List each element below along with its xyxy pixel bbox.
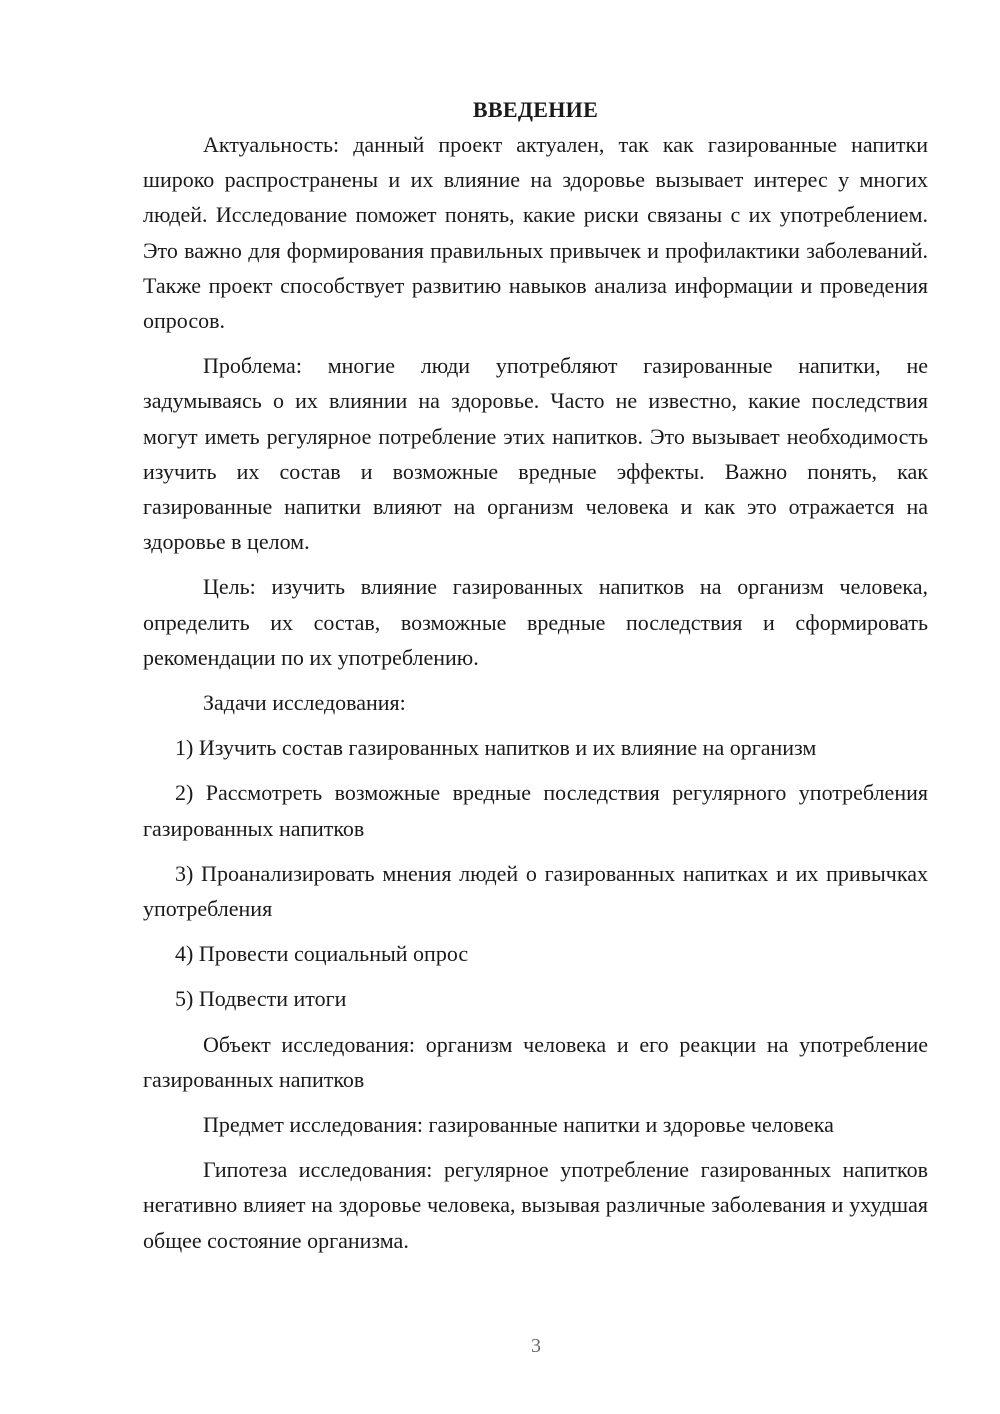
task-item-3: 3) Проанализировать мнения людей о газированных напитках и их привычках употребления xyxy=(143,860,928,922)
object-paragraph: Объект исследования: организм человека и его реакции на употребление газированных напитков xyxy=(143,1031,928,1092)
problem-paragraph: Проблема: многие люди употребляют газированные напитки, не задумываясь о их влиянии на здоровье. Часто не известно, какие последствия могут иметь регулярное потребление этих напитков. Это вызывает необходимость изучить их состав и возможные вредные эффекты. Важно понять, как газированные напитки влияют на организм человека и как это отражается на здоровье в целом. xyxy=(143,353,928,555)
document-page xyxy=(143,92,928,1258)
subject-paragraph: Предмет исследования: газированные напитки и здоровье человека xyxy=(203,1112,834,1138)
hypothesis-paragraph: Гипотеза исследования: регулярное употребление газированных напитков негативно влияет на здоровье человека, вызывая различные заболевания и ухудшая общее состояние организма. xyxy=(143,1157,928,1253)
task-item-4: 4) Провести социальный опрос xyxy=(175,941,469,967)
goal-paragraph: Цель: изучить влияние газированных напитков на организм человека, определить их состав, возможные вредные последствия и сформировать рекомендации по их употреблению. xyxy=(143,574,928,670)
page-number: 3 xyxy=(531,1335,541,1357)
task-item-2: 2) Рассмотреть возможные вредные последствия регулярного употребления газированных напитков xyxy=(143,780,928,841)
task-item-5: 5) Подвести итоги xyxy=(175,986,347,1012)
tasks-heading: Задачи исследования: xyxy=(203,690,406,716)
section-heading: ВВЕДЕНИЕ xyxy=(472,97,599,122)
relevance-paragraph: Актуальность: данный проект актуален, так как газированные напитки широко распространены и их влияние на здоровье вызывает интерес у многих людей. Исследование поможет понять, какие риски связаны с их употреблением. Это важно для формирования правильных привычек и профилактики заболеваний. Также проект способствует развитию навыков анализа информации и проведения опросов. xyxy=(143,132,928,334)
task-item-1: 1) Изучить состав газированных напитков и их влияние на организм xyxy=(175,735,817,761)
